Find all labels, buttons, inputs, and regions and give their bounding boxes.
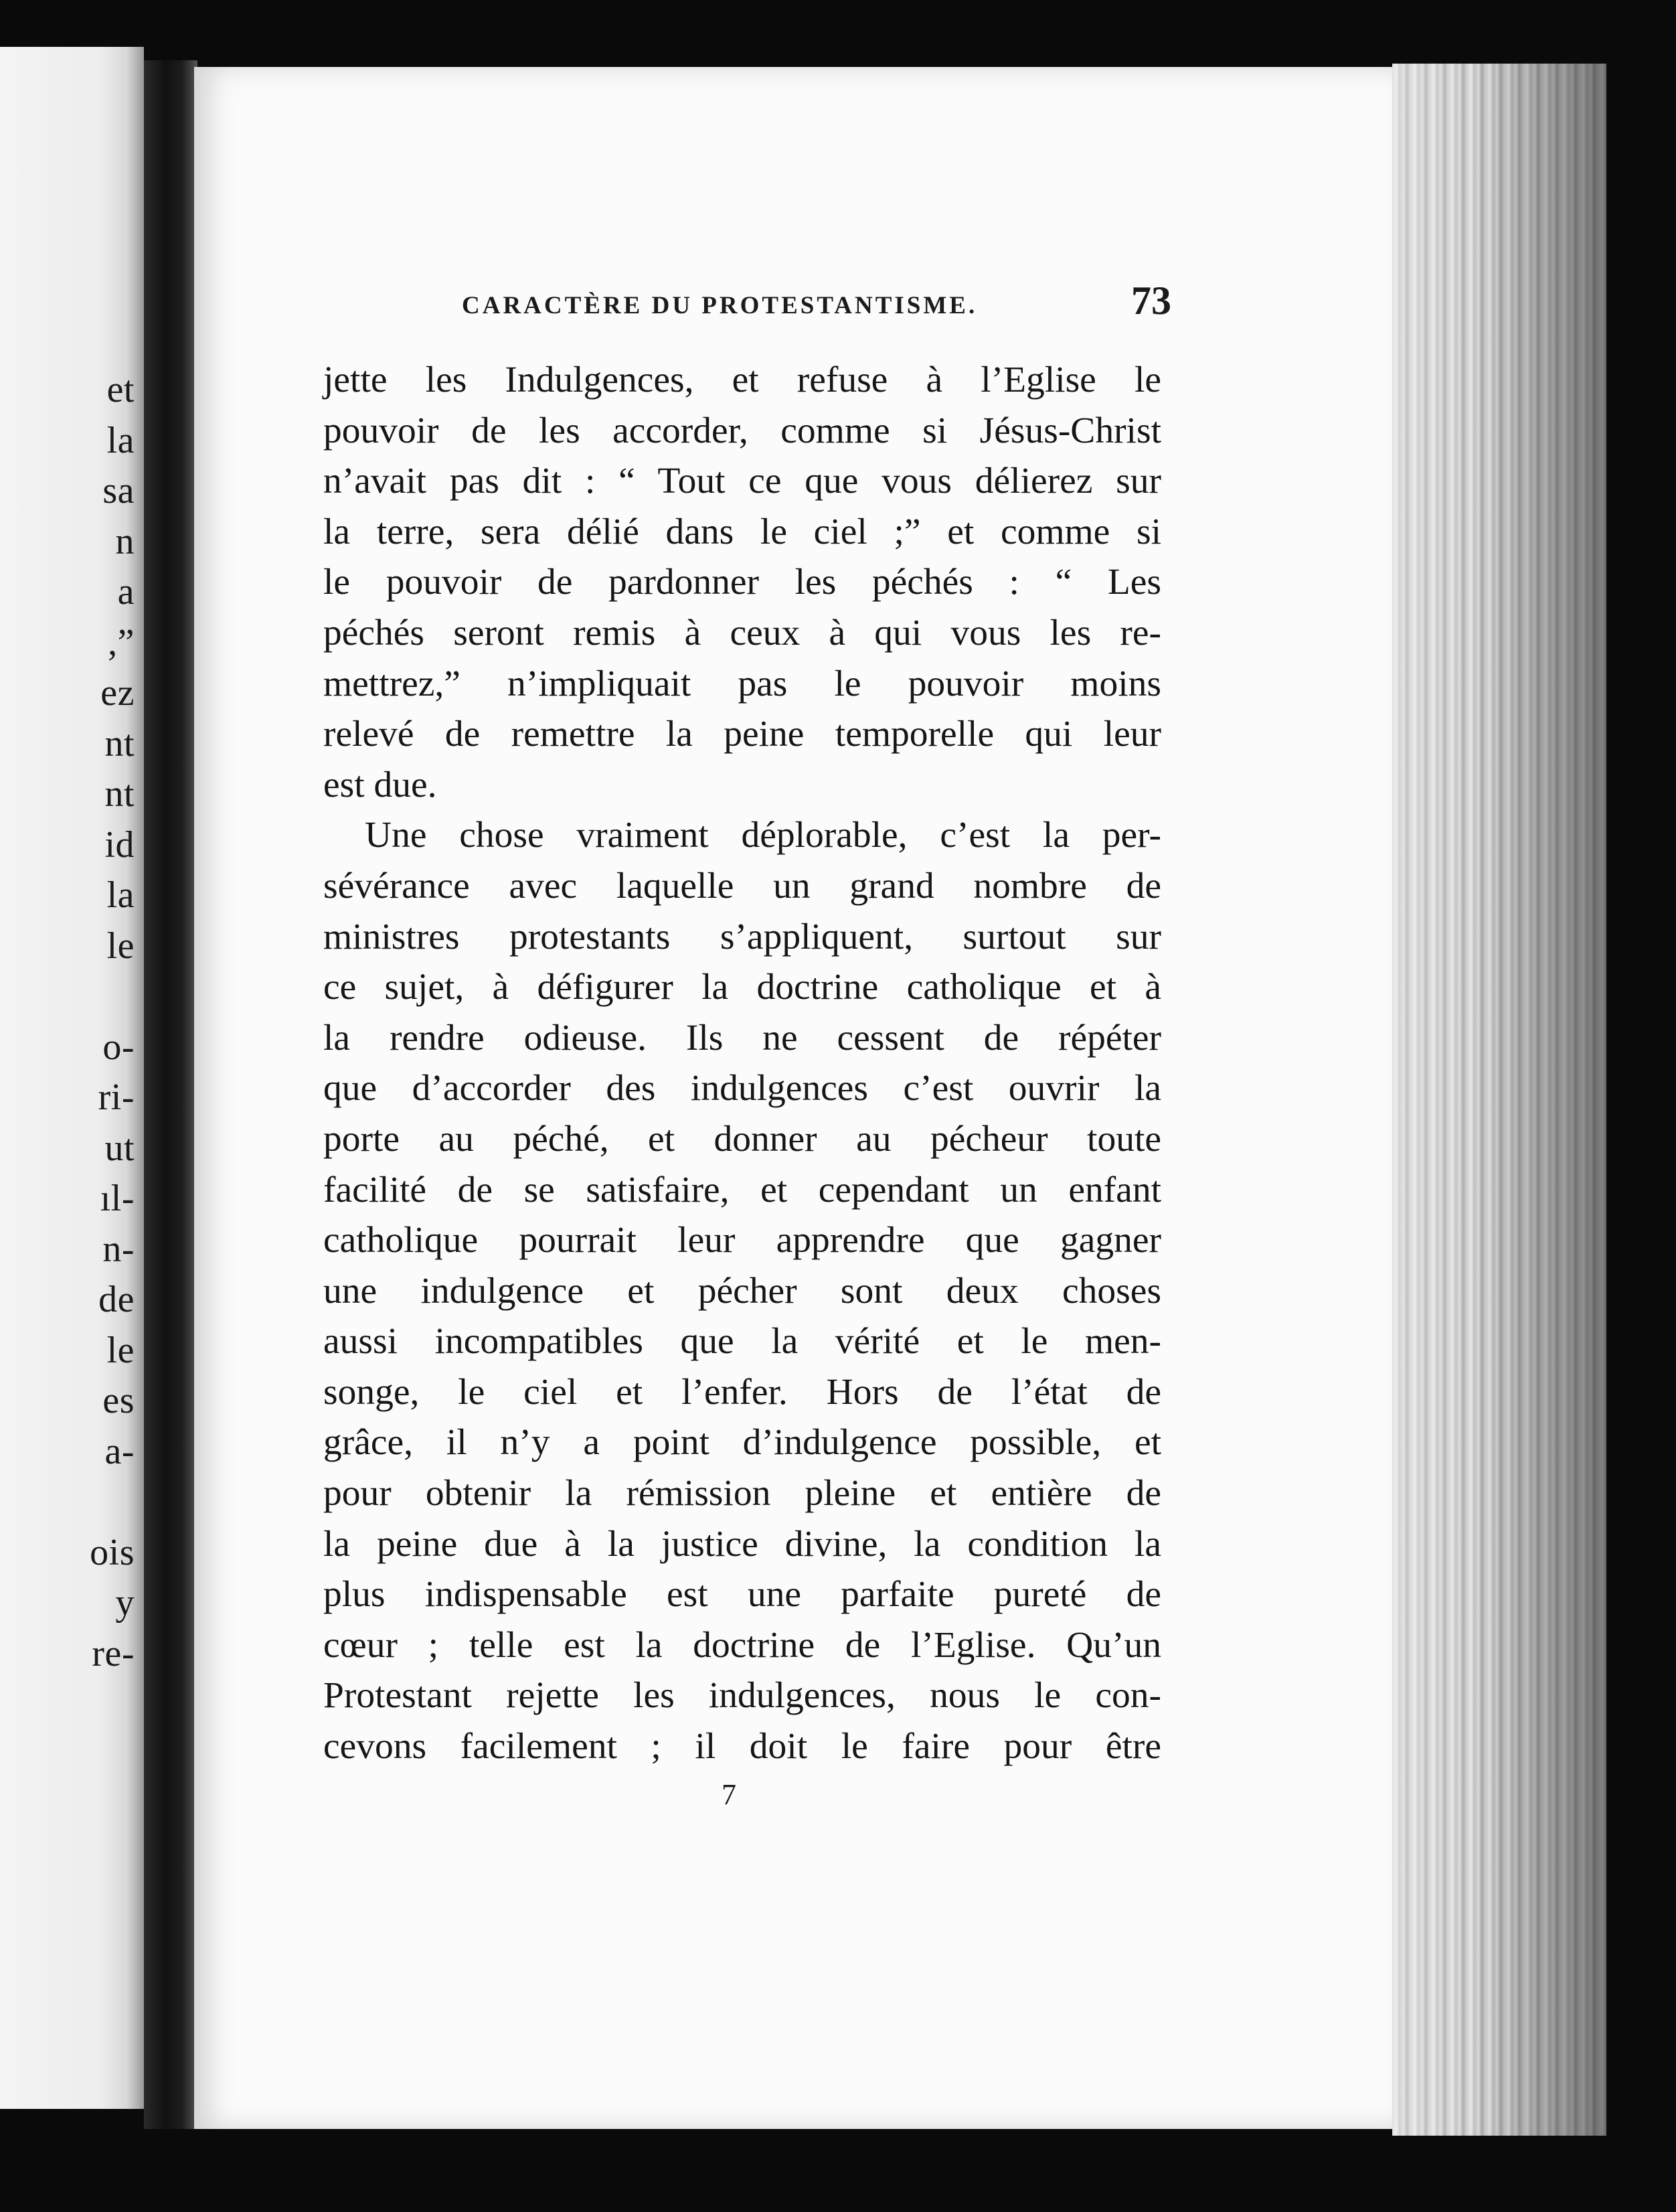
previous-page-fragment: y: [115, 1582, 135, 1624]
previous-page-fragment: re-: [92, 1632, 135, 1674]
previous-page-fragment: nt: [104, 773, 135, 815]
text-line: une indulgence et pécher sont deux choses: [323, 1270, 1161, 1312]
previous-page-fragment: id: [104, 823, 135, 866]
previous-page-line-endings: [1, 365, 135, 1679]
page-block-edge: [1392, 64, 1606, 2136]
previous-page-fragment: ez: [100, 672, 135, 714]
running-head: [462, 278, 1171, 325]
text-line: la peine due à la justice divine, la condition la: [323, 1523, 1161, 1565]
body-text: [323, 355, 1161, 1772]
previous-page-fragment: n-: [102, 1228, 135, 1270]
previous-page-edge: [0, 47, 144, 2109]
previous-page-fragment: ,”: [108, 621, 135, 663]
previous-page-fragment: n: [115, 520, 135, 562]
text-line: catholique pourrait leur apprendre que gagner: [323, 1220, 1161, 1261]
text-line: est due.: [323, 764, 437, 805]
previous-page-fragment: [1, 971, 135, 1022]
text-line: pouvoir de les accorder, comme si Jésus-Christ: [323, 410, 1161, 451]
running-title: CARACTÈRE DU PROTESTANTISME.: [462, 292, 978, 319]
previous-page-fragment: ut: [104, 1127, 135, 1169]
previous-page-fragment: ıl-: [100, 1178, 135, 1219]
previous-page-fragment: et: [106, 369, 135, 410]
previous-page-fragment: a-: [104, 1430, 135, 1472]
text-line: songe, le ciel et l’enfer. Hors de l’état de: [323, 1371, 1161, 1413]
previous-page-fragment: sa: [102, 470, 135, 511]
previous-page-fragment: a: [117, 571, 135, 613]
text-line: ce sujet, à défigurer la doctrine catholique et à: [323, 967, 1161, 1008]
text-line: le pouvoir de pardonner les péchés : “ Les: [323, 562, 1161, 603]
text-line: cevons facilement ; il doit le faire pour être: [323, 1726, 1161, 1767]
previous-page-fragment: le: [106, 1329, 135, 1371]
book-gutter: [144, 60, 197, 2129]
previous-page-fragment: le: [106, 925, 135, 967]
previous-page-fragment: la: [106, 419, 135, 461]
previous-page-fragment: [1, 1477, 135, 1528]
text-line: ministres protestants s’appliquent, surtout sur: [323, 916, 1161, 957]
text-line: grâce, il n’y a point d’indulgence possible, et: [323, 1422, 1161, 1464]
text-line: relevé de remettre la peine temporelle qui leur: [323, 714, 1161, 755]
previous-page-fragment: de: [98, 1279, 135, 1320]
text-line: Une chose vraiment déplorable, c’est la per-: [365, 815, 1161, 856]
text-line: porte au péché, et donner au pécheur toute: [323, 1118, 1161, 1160]
text-line: la rendre odieuse. Ils ne cessent de répéter: [323, 1017, 1161, 1058]
text-line: que d’accorder des indulgences c’est ouvrir la: [323, 1068, 1161, 1109]
text-line: aussi incompatibles que la vérité et le men-: [323, 1321, 1161, 1362]
previous-page-fragment: ri-: [98, 1077, 135, 1118]
text-line: mettrez,” n’impliquait pas le pouvoir moins: [323, 663, 1161, 704]
text-line: péchés seront remis à ceux à qui vous les re-: [323, 612, 1161, 653]
previous-page-fragment: la: [106, 874, 135, 916]
previous-page-fragment: nt: [104, 722, 135, 765]
text-line: facilité de se satisfaire, et cependant un enfant: [323, 1169, 1161, 1210]
previous-page-fragment: ois: [90, 1531, 135, 1573]
text-line: n’avait pas dit : “ Tout ce que vous délierez sur: [323, 461, 1161, 502]
text-line: la terre, sera délié dans le ciel ;” et comme si: [323, 511, 1161, 552]
page-number: 73: [1131, 279, 1171, 323]
previous-page-fragment: o-: [102, 1026, 135, 1068]
text-line: pour obtenir la rémission pleine et entière de: [323, 1473, 1161, 1514]
previous-page-fragment: es: [102, 1380, 135, 1421]
signature-mark: 7: [722, 1778, 736, 1811]
text-line: Protestant rejette les indulgences, nous le con-: [323, 1675, 1161, 1717]
text-line: cœur ; telle est la doctrine de l’Eglise. Qu’un: [323, 1624, 1161, 1666]
text-line: sévérance avec laquelle un grand nombre de: [323, 865, 1161, 906]
text-line: jette les Indulgences, et refuse à l’Eglise le: [323, 360, 1161, 400]
text-line: plus indispensable est une parfaite pureté de: [323, 1574, 1161, 1615]
